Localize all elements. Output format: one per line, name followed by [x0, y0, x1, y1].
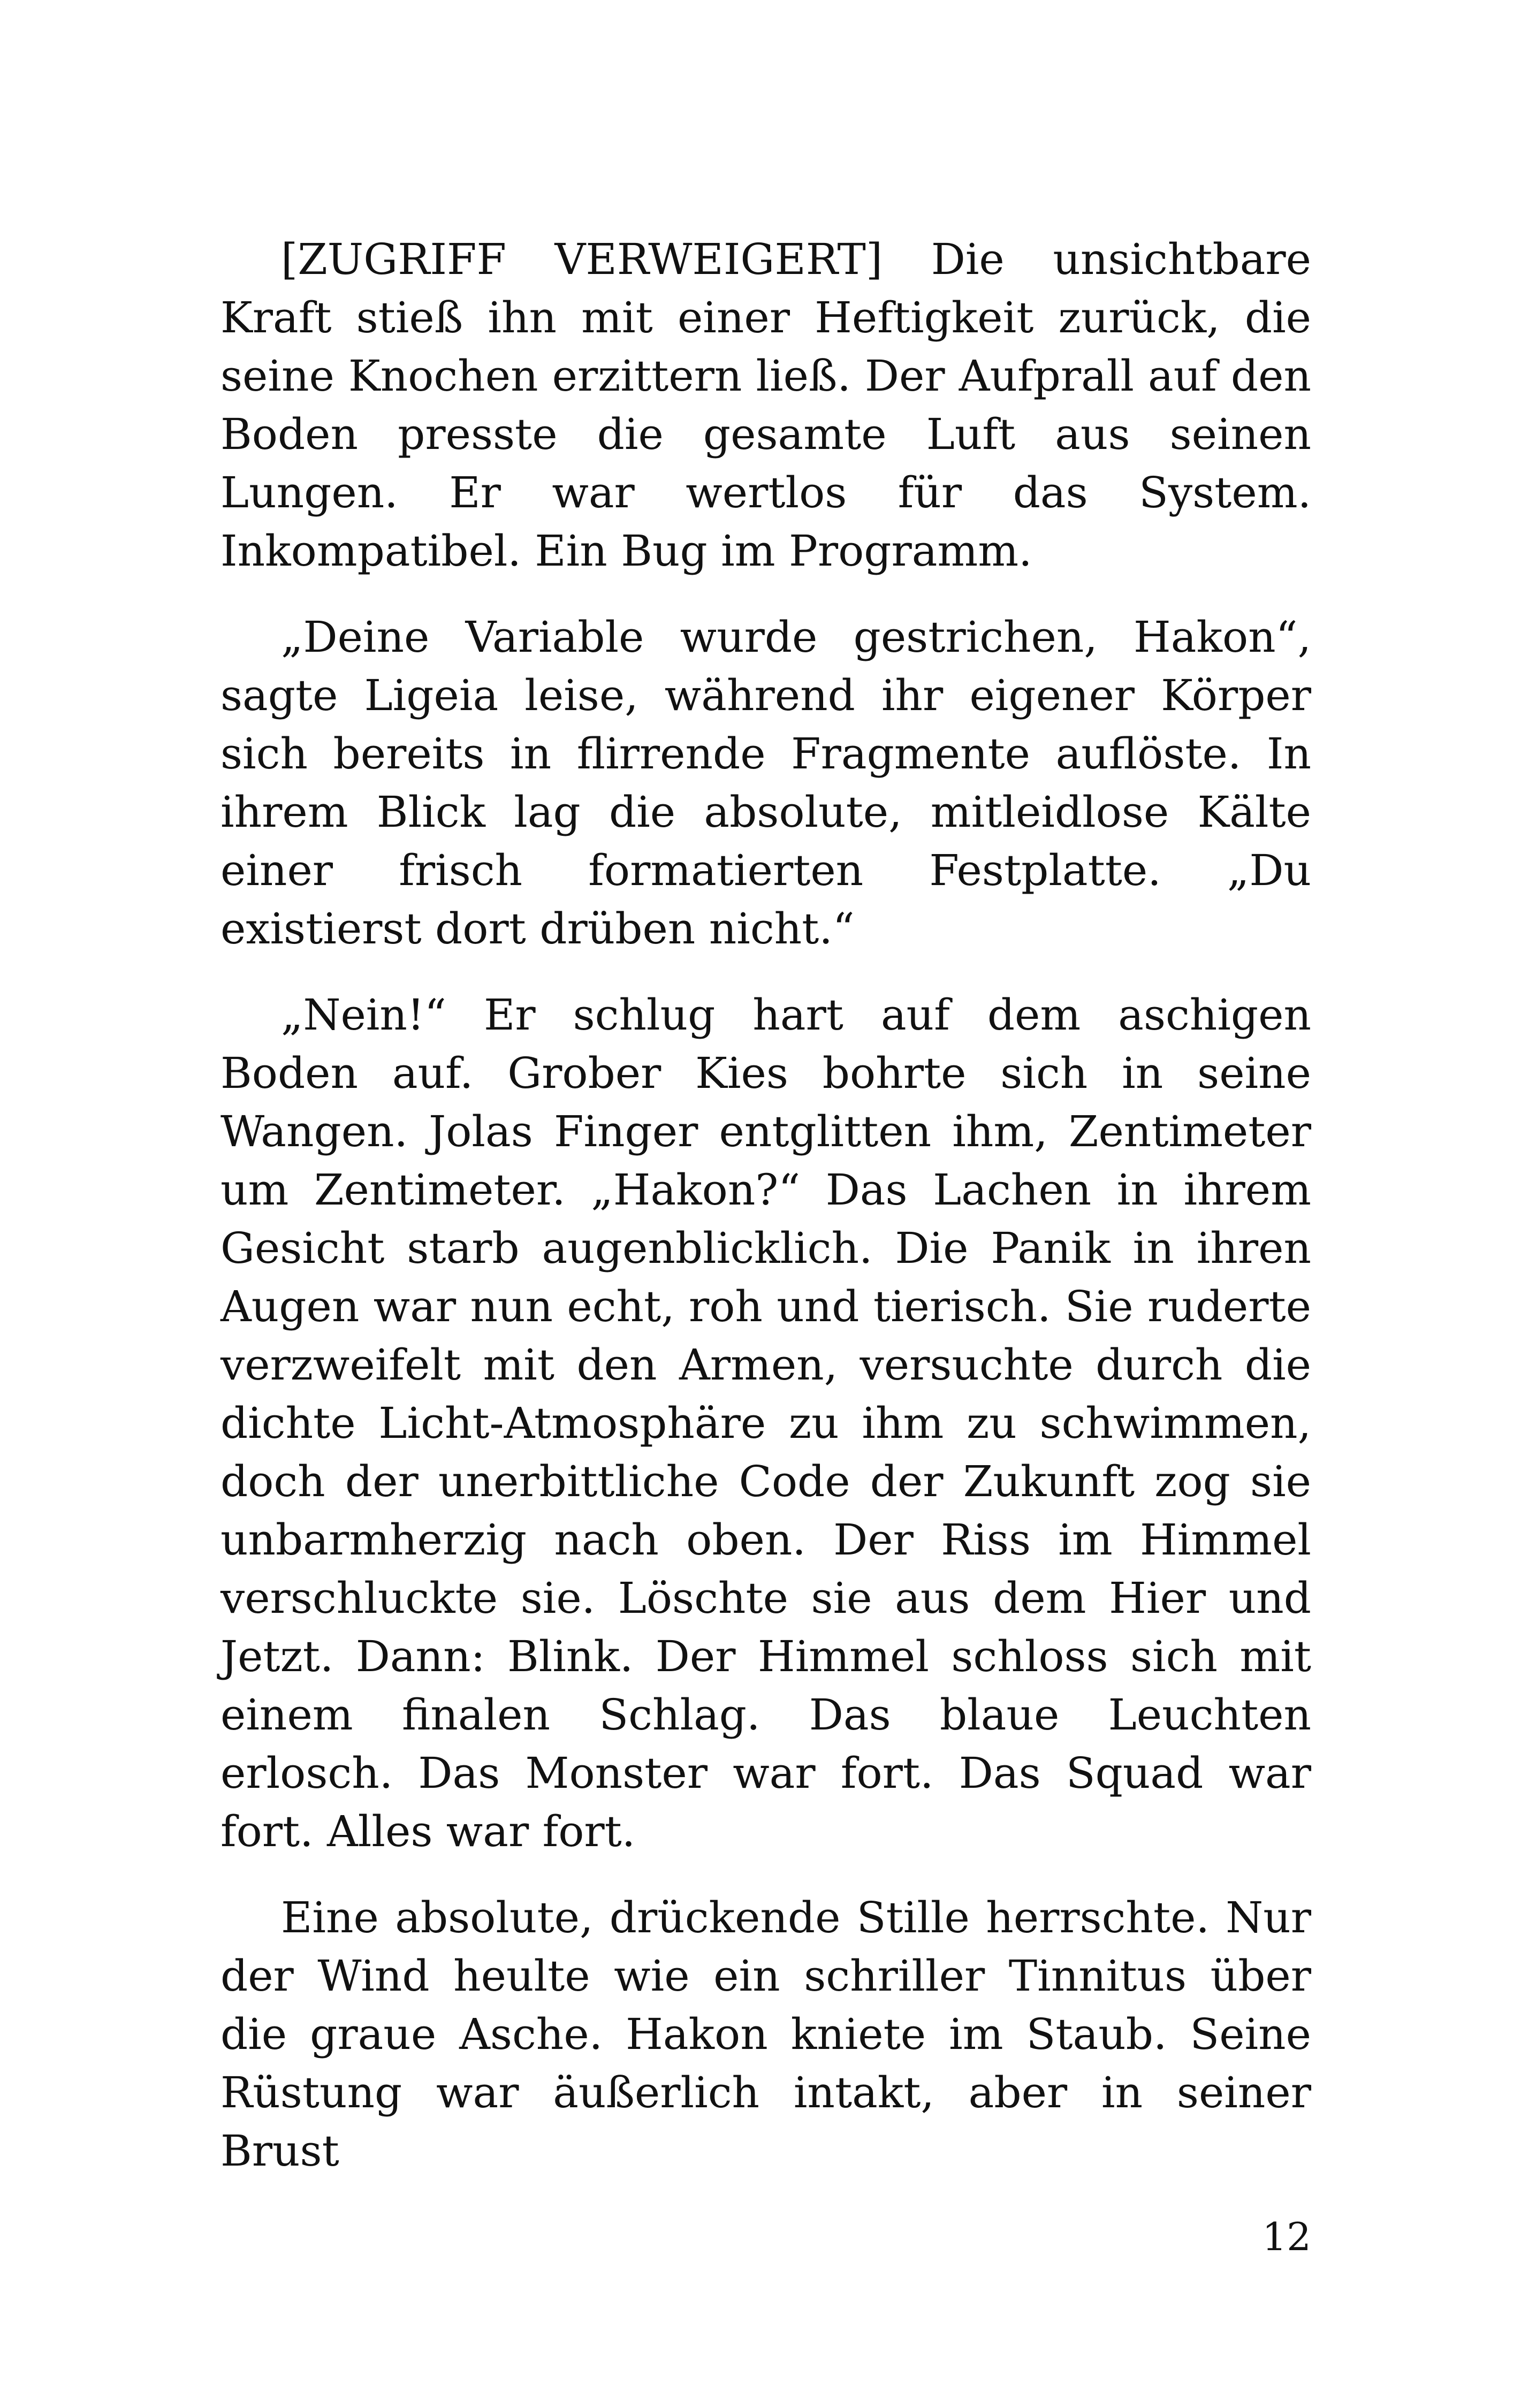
page-number: 12	[1262, 2214, 1311, 2259]
paragraph-4: Eine absolute, drückende Stille herrschte. Nur der Wind heulte wie ein schriller Tinnitus über die graue Asche. Hakon kniete im Staub. Seine Rüstung war äußerlich intakt, aber in seiner Brust	[220, 1893, 1311, 2176]
body-text	[220, 230, 1311, 2180]
paragraph-1: [ZUGRIFF VERWEIGERT] Die unsichtbare Kraft stieß ihn mit einer Heftigkeit zurück, die seine Knochen erzittern ließ. Der Aufprall auf den Boden presste die gesamte Luft aus seinen Lungen. Er war wertlos für das System. Inkompatibel. Ein Bug im Programm.	[220, 234, 1311, 576]
paragraph-2: „Deine Variable wurde gestrichen, Hakon“, sagte Ligeia leise, während ihr eigener Körper sich bereits in flirrende Fragmente auflöste. In ihrem Blick lag die absolute, mitleidlose Kälte einer frisch formatierten Festplatte. „Du existierst dort drüben nicht.“	[220, 612, 1311, 954]
paragraph-3: „Nein!“ Er schlug hart auf dem aschigen Boden auf. Grober Kies bohrte sich in seine Wangen. Jolas Finger entglitten ihm, Zentimeter um Zentimeter. „Hakon?“ Das Lachen in ihrem Gesicht starb augenblicklich. Die Panik in ihren Augen war nun echt, roh und tierisch. Sie ruderte verzweifelt mit den Armen, versuchte durch die dichte Licht-Atmosphäre zu ihm zu schwimmen, doch der unerbittliche Code der Zukunft zog sie unbarmherzig nach oben. Der Riss im Himmel verschluckte sie. Löschte sie aus dem Hier und Jetzt. Dann: Blink. Der Himmel schloss sich mit einem finalen Schlag. Das blaue Leuchten erlosch. Das Monster war fort. Das Squad war fort. Alles war fort.	[220, 990, 1311, 1856]
